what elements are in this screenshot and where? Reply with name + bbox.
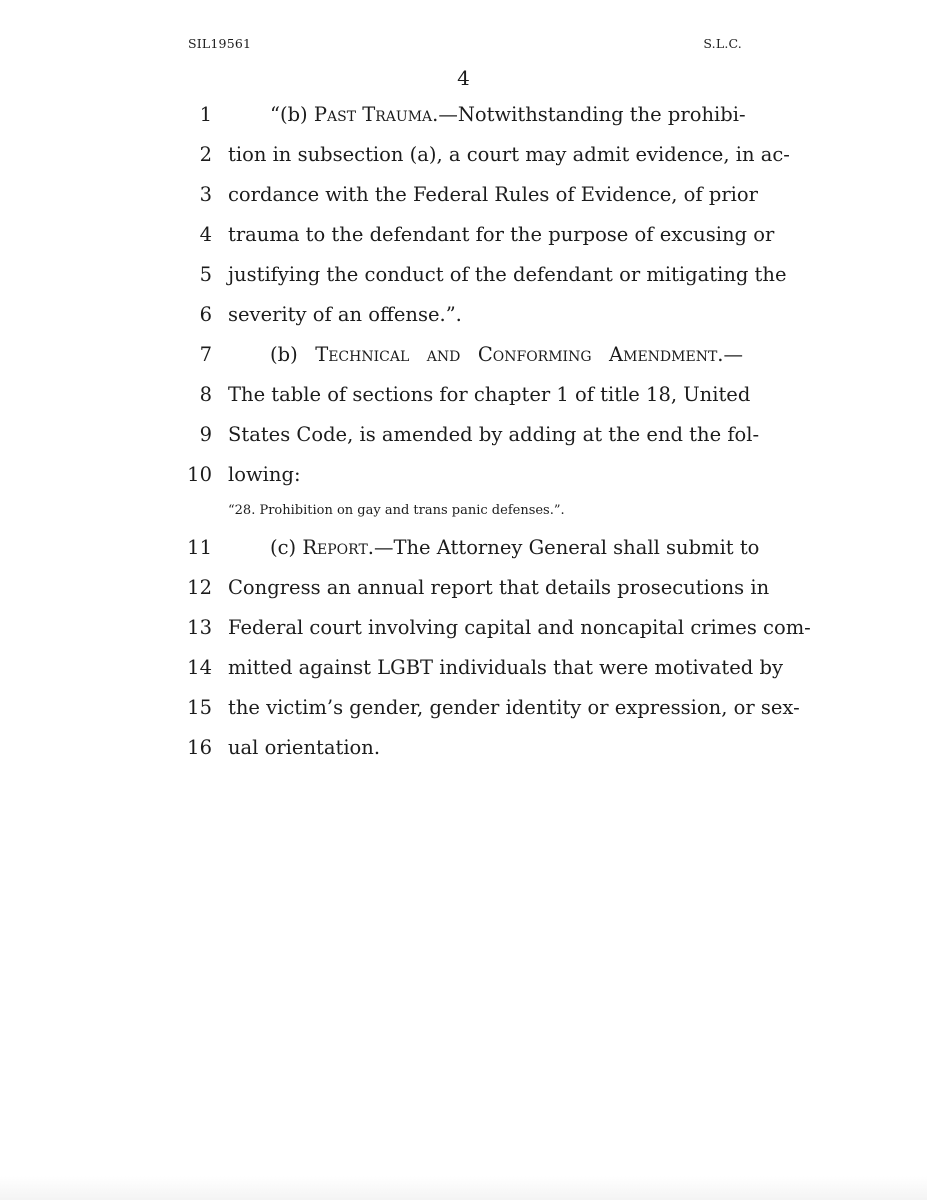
line-text: lowing: — [228, 463, 301, 486]
text-line — [0, 656, 927, 686]
line-text: “(b) Past Trauma.—Notwithstanding the prohibi- — [270, 103, 746, 126]
line-number: 6 — [199, 303, 212, 326]
line-number: 13 — [187, 616, 212, 639]
text-line — [0, 423, 927, 453]
office-code: S.L.C. — [703, 36, 742, 51]
line-number: 1 — [199, 103, 212, 126]
page-number: 4 — [457, 66, 470, 90]
text-line — [0, 223, 927, 253]
line-text: justifying the conduct of the defendant or mitigating the — [228, 263, 787, 286]
line-text: trauma to the defendant for the purpose of excusing or — [228, 223, 775, 246]
text-line — [0, 263, 927, 293]
subsection-heading: Past Trauma — [313, 103, 433, 126]
text-line — [0, 143, 927, 173]
line-number: 9 — [199, 423, 212, 446]
text-line — [0, 383, 927, 413]
line-number: 8 — [199, 383, 212, 406]
line-number: 14 — [187, 656, 212, 679]
line-number: 11 — [187, 536, 212, 559]
line-text: severity of an offense.”. — [228, 303, 462, 326]
line-number: 7 — [199, 343, 212, 366]
line-number: 4 — [199, 223, 212, 246]
line-text: (c) Report.—The Attorney General shall submit to — [270, 536, 760, 559]
text-line — [0, 696, 927, 726]
line-text: ual orientation. — [228, 736, 381, 759]
text-line — [0, 343, 927, 373]
line-number: 3 — [199, 183, 212, 206]
line-text: tion in subsection (a), a court may admit evidence, in ac- — [228, 143, 790, 166]
line-text: Congress an annual report that details prosecutions in — [228, 576, 770, 599]
line-text: mitted against LGBT individuals that were motivated by — [228, 656, 783, 679]
subsection-heading: Technical and Conforming Amendment — [315, 343, 718, 366]
text-line — [0, 616, 927, 646]
document-id: SIL19561 — [188, 36, 252, 51]
text-line — [0, 736, 927, 766]
line-text: Federal court involving capital and noncapital crimes com- — [228, 616, 811, 639]
text-line — [0, 463, 927, 493]
text-line — [0, 303, 927, 333]
text-line — [0, 536, 927, 566]
text-line — [0, 183, 927, 213]
page-bottom-edge — [0, 1176, 927, 1200]
text-line — [0, 103, 927, 133]
line-text: cordance with the Federal Rules of Evidence, of prior — [228, 183, 758, 206]
line-text: (b) Technical and Conforming Amendment.— — [270, 343, 743, 366]
line-number: 10 — [187, 463, 212, 486]
line-number: 2 — [199, 143, 212, 166]
subsection-heading: Report — [302, 536, 368, 559]
line-text: the victim’s gender, gender identity or expression, or sex- — [228, 696, 800, 719]
line-number: 16 — [187, 736, 212, 759]
table-of-sections-entry: “28. Prohibition on gay and trans panic defenses.”. — [228, 503, 565, 518]
line-number: 12 — [187, 576, 212, 599]
text-line — [0, 576, 927, 606]
line-number: 15 — [187, 696, 212, 719]
line-number: 5 — [199, 263, 212, 286]
line-text: States Code, is amended by adding at the end the fol- — [228, 423, 760, 446]
line-text: The table of sections for chapter 1 of title 18, United — [228, 383, 751, 406]
